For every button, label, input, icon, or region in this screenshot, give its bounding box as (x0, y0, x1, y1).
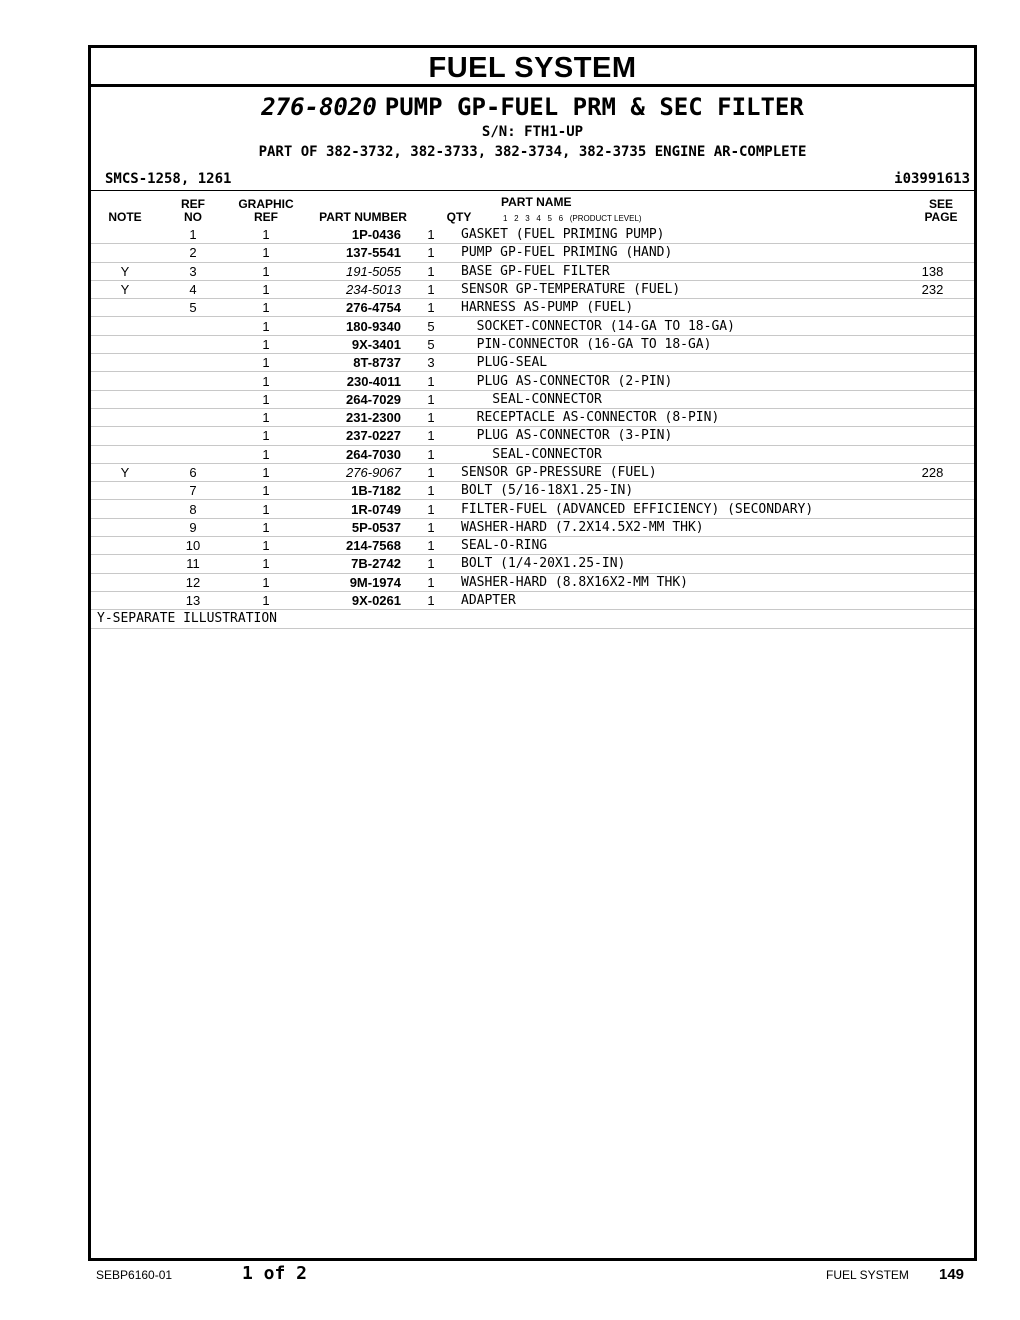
table-row (91, 262, 974, 280)
qty-cell: 1 (401, 226, 461, 244)
ref-no-cell (159, 427, 227, 445)
ref-no-cell (159, 335, 227, 353)
product-levels: 1 2 3 4 5 6 (PRODUCT LEVEL) (503, 214, 642, 223)
table-row (91, 390, 974, 408)
graphic-ref-cell: 1 (227, 482, 305, 500)
graphic-ref-cell: 1 (227, 390, 305, 408)
see-page-cell: 228 (891, 463, 974, 481)
table-row (91, 354, 974, 372)
footer-section: FUEL SYSTEM (826, 1268, 909, 1282)
note-cell (91, 591, 159, 609)
graphic-ref-cell: 1 (227, 573, 305, 591)
part-name-cell: BOLT (1/4-20X1.25-IN) (461, 555, 891, 573)
note-cell (91, 372, 159, 390)
qty-cell: 1 (401, 372, 461, 390)
part-number-cell: 1R-0749 (305, 500, 401, 518)
qty-cell: 1 (401, 482, 461, 500)
graphic-ref-cell: 1 (227, 372, 305, 390)
see-page-cell (891, 372, 974, 390)
part-name-cell: SOCKET-CONNECTOR (14-GA TO 18-GA) (461, 317, 891, 335)
qty-cell: 1 (401, 500, 461, 518)
part-name-cell: SEAL-O-RING (461, 537, 891, 555)
ref-no-cell: 7 (159, 482, 227, 500)
page-of-pages: 1 of 2 (242, 1263, 308, 1284)
qty-cell: 1 (401, 518, 461, 536)
table-row (91, 537, 974, 555)
part-number-cell: 180-9340 (305, 317, 401, 335)
qty-cell: 1 (401, 591, 461, 609)
table-row (91, 317, 974, 335)
graphic-ref-cell: 1 (227, 335, 305, 353)
part-number-cell: 234-5013 (305, 280, 401, 298)
see-page-cell (891, 573, 974, 591)
note-cell (91, 445, 159, 463)
ref-no-cell: 4 (159, 280, 227, 298)
see-page-cell (891, 518, 974, 536)
ref-no-cell (159, 354, 227, 372)
table-row (91, 482, 974, 500)
note-cell (91, 317, 159, 335)
illustration-id: i03991613 (894, 171, 970, 187)
see-page-cell (891, 482, 974, 500)
part-name-cell: PLUG-SEAL (461, 354, 891, 372)
part-number-cell: 191-5055 (305, 262, 401, 280)
table-row (91, 500, 974, 518)
note-cell (91, 299, 159, 317)
note-cell (91, 518, 159, 536)
ref-no-cell: 12 (159, 573, 227, 591)
group-number: 276-8020 (261, 93, 377, 121)
graphic-ref-cell: 1 (227, 408, 305, 426)
ref-no-cell: 9 (159, 518, 227, 536)
ref-no-cell (159, 408, 227, 426)
note-cell (91, 244, 159, 262)
part-name-cell: PUMP GP-FUEL PRIMING (HAND) (461, 244, 891, 262)
footnote: Y-SEPARATE ILLUSTRATION (91, 610, 974, 628)
graphic-ref-cell: 1 (227, 244, 305, 262)
see-page-cell: 232 (891, 280, 974, 298)
note-cell (91, 537, 159, 555)
col-qty: QTY (446, 210, 472, 224)
qty-cell: 1 (401, 299, 461, 317)
note-cell: Y (91, 463, 159, 481)
part-number-cell: 231-2300 (305, 408, 401, 426)
graphic-ref-cell: 1 (227, 354, 305, 372)
table-row (91, 463, 974, 481)
part-name-cell: SENSOR GP-TEMPERATURE (FUEL) (461, 280, 891, 298)
col-see-page-bottom: PAGE (924, 210, 958, 224)
qty-cell: 1 (401, 537, 461, 555)
part-name-cell: PLUG AS-CONNECTOR (3-PIN) (461, 427, 891, 445)
see-page-cell: 138 (891, 262, 974, 280)
table-row (91, 427, 974, 445)
part-number-cell: 276-9067 (305, 463, 401, 481)
ref-no-cell: 5 (159, 299, 227, 317)
part-number-cell: 264-7030 (305, 445, 401, 463)
note-cell: Y (91, 262, 159, 280)
see-page-cell (891, 244, 974, 262)
part-number-cell: 8T-8737 (305, 354, 401, 372)
qty-cell: 3 (401, 354, 461, 372)
qty-cell: 1 (401, 244, 461, 262)
see-page-cell (891, 445, 974, 463)
qty-cell: 1 (401, 427, 461, 445)
graphic-ref-cell: 1 (227, 427, 305, 445)
page-frame (88, 45, 977, 1261)
ref-no-cell: 2 (159, 244, 227, 262)
part-name-cell: SENSOR GP-PRESSURE (FUEL) (461, 463, 891, 481)
graphic-ref-cell: 1 (227, 591, 305, 609)
ref-no-cell: 8 (159, 500, 227, 518)
part-number-cell: 1B-7182 (305, 482, 401, 500)
part-number-cell: 230-4011 (305, 372, 401, 390)
header-divider (91, 190, 974, 191)
serial-number: S/N: FTH1-UP (481, 124, 584, 140)
see-page-cell (891, 555, 974, 573)
graphic-ref-cell: 1 (227, 555, 305, 573)
part-number-cell: 9X-3401 (305, 335, 401, 353)
see-page-cell (891, 226, 974, 244)
note-cell: Y (91, 280, 159, 298)
ref-no-cell: 6 (159, 463, 227, 481)
part-number-cell: 9M-1974 (305, 573, 401, 591)
qty-cell: 1 (401, 555, 461, 573)
parts-table (91, 226, 974, 629)
part-number-cell: 264-7029 (305, 390, 401, 408)
part-number-cell: 137-5541 (305, 244, 401, 262)
part-name-cell: WASHER-HARD (8.8X16X2-MM THK) (461, 573, 891, 591)
table-row (91, 372, 974, 390)
note-cell (91, 408, 159, 426)
part-name-cell: SEAL-CONNECTOR (461, 445, 891, 463)
col-graphic-ref-bottom: REF (254, 210, 278, 224)
table-row (91, 518, 974, 536)
qty-cell: 1 (401, 280, 461, 298)
ref-no-cell: 3 (159, 262, 227, 280)
table-row (91, 335, 974, 353)
qty-cell: 5 (401, 335, 461, 353)
table-row (91, 591, 974, 609)
graphic-ref-cell: 1 (227, 317, 305, 335)
ref-no-cell: 11 (159, 555, 227, 573)
table-row (91, 573, 974, 591)
qty-cell: 1 (401, 573, 461, 591)
part-number-cell: 237-0227 (305, 427, 401, 445)
qty-cell: 1 (401, 463, 461, 481)
note-cell (91, 555, 159, 573)
part-name-cell: BOLT (5/16-18X1.25-IN) (461, 482, 891, 500)
ref-no-cell (159, 317, 227, 335)
graphic-ref-cell: 1 (227, 226, 305, 244)
note-cell (91, 335, 159, 353)
footnote-row (91, 610, 974, 628)
graphic-ref-cell: 1 (227, 537, 305, 555)
see-page-cell (891, 408, 974, 426)
part-name-cell: PLUG AS-CONNECTOR (2-PIN) (461, 372, 891, 390)
ref-no-cell (159, 372, 227, 390)
see-page-cell (891, 500, 974, 518)
part-name-cell: PIN-CONNECTOR (16-GA TO 18-GA) (461, 335, 891, 353)
part-number-cell: 5P-0537 (305, 518, 401, 536)
col-part-name: PART NAME (501, 195, 572, 209)
ref-no-cell: 13 (159, 591, 227, 609)
table-row (91, 226, 974, 244)
note-cell (91, 427, 159, 445)
qty-cell: 1 (401, 262, 461, 280)
col-ref-no-bottom: NO (184, 210, 202, 224)
see-page-cell (891, 591, 974, 609)
see-page-cell (891, 354, 974, 372)
part-number-cell: 1P-0436 (305, 226, 401, 244)
see-page-cell (891, 390, 974, 408)
ref-no-cell: 1 (159, 226, 227, 244)
ref-no-cell (159, 445, 227, 463)
see-page-cell (891, 537, 974, 555)
note-cell (91, 354, 159, 372)
graphic-ref-cell: 1 (227, 280, 305, 298)
ref-no-cell: 10 (159, 537, 227, 555)
note-cell (91, 482, 159, 500)
part-number-cell: 214-7568 (305, 537, 401, 555)
part-number-cell: 7B-2742 (305, 555, 401, 573)
note-cell (91, 226, 159, 244)
part-name-cell: HARNESS AS-PUMP (FUEL) (461, 299, 891, 317)
part-name-cell: SEAL-CONNECTOR (461, 390, 891, 408)
col-ref-no-top: REF (181, 197, 205, 211)
note-cell (91, 573, 159, 591)
part-name-cell: FILTER-FUEL (ADVANCED EFFICIENCY) (SECONDARY) (461, 500, 891, 518)
table-row (91, 408, 974, 426)
qty-cell: 1 (401, 445, 461, 463)
part-name-cell: ADAPTER (461, 591, 891, 609)
table-row (91, 555, 974, 573)
part-name-cell: BASE GP-FUEL FILTER (461, 262, 891, 280)
table-row (91, 280, 974, 298)
note-cell (91, 500, 159, 518)
part-of: PART OF 382-3732, 382-3733, 382-3734, 382-3735 ENGINE AR-COMPLETE (258, 144, 807, 160)
qty-cell: 5 (401, 317, 461, 335)
see-page-cell (891, 427, 974, 445)
col-graphic-ref-top: GRAPHIC (238, 197, 294, 211)
parts-table-body (91, 226, 974, 628)
graphic-ref-cell: 1 (227, 445, 305, 463)
ref-no-cell (159, 390, 227, 408)
part-name-cell: GASKET (FUEL PRIMING PUMP) (461, 226, 891, 244)
see-page-cell (891, 335, 974, 353)
graphic-ref-cell: 1 (227, 500, 305, 518)
col-see-page-top: SEE (928, 197, 953, 211)
graphic-ref-cell: 1 (227, 463, 305, 481)
see-page-cell (891, 299, 974, 317)
col-part-number: PART NUMBER (319, 210, 407, 224)
part-name-cell: RECEPTACLE AS-CONNECTOR (8-PIN) (461, 408, 891, 426)
page-number: 149 (939, 1266, 965, 1283)
qty-cell: 1 (401, 408, 461, 426)
col-note: NOTE (108, 210, 142, 224)
group-title (91, 92, 974, 122)
table-row (91, 299, 974, 317)
group-name: PUMP GP-FUEL PRM & SEC FILTER (384, 93, 804, 121)
table-row (91, 445, 974, 463)
qty-cell: 1 (401, 390, 461, 408)
part-number-cell: 9X-0261 (305, 591, 401, 609)
table-row (91, 244, 974, 262)
graphic-ref-cell: 1 (227, 262, 305, 280)
see-page-cell (891, 317, 974, 335)
document-id: SEBP6160-01 (96, 1268, 173, 1282)
part-number-cell: 276-4754 (305, 299, 401, 317)
graphic-ref-cell: 1 (227, 518, 305, 536)
graphic-ref-cell: 1 (227, 299, 305, 317)
part-name-cell: WASHER-HARD (7.2X14.5X2-MM THK) (461, 518, 891, 536)
smcs-code: SMCS-1258, 1261 (105, 171, 232, 187)
note-cell (91, 390, 159, 408)
section-title: FUEL SYSTEM (91, 48, 974, 87)
